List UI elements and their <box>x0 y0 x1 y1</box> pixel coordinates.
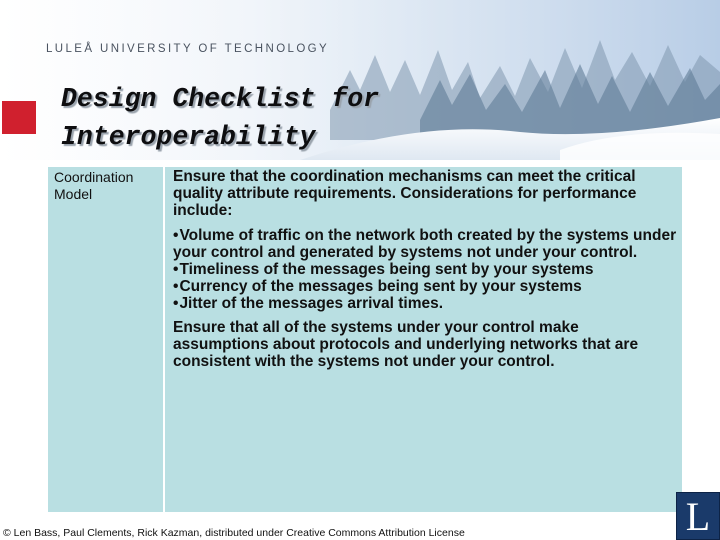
university-logo <box>676 492 720 540</box>
considerations-list <box>173 227 678 313</box>
list-item: • Timeliness of the messages being sent by your systems <box>173 261 678 278</box>
label-cell <box>48 167 165 512</box>
list-item: • Currency of the messages being sent by your systems <box>173 278 678 295</box>
row-label <box>54 169 133 203</box>
row-label-line-2: Model <box>54 186 93 202</box>
copyright-footer: © Len Bass, Paul Clements, Rick Kazman, distributed under Creative Commons Attribution License <box>3 527 465 539</box>
row-label-line-1: Coordination <box>54 169 134 185</box>
description-cell <box>173 168 678 370</box>
university-name: LULEÅ UNIVERSITY OF TECHNOLOGY <box>46 43 330 55</box>
red-accent-square <box>2 101 36 134</box>
checklist-table <box>48 167 682 512</box>
closing-paragraph: Ensure that all of the systems under your control make assumptions about protocols and underlying networks that are consistent with the systems not under your control. <box>173 318 639 371</box>
list-item: • Jitter of the messages arrival times. <box>173 295 678 312</box>
list-item: • Volume of traffic on the network both created by the systems under your control and generated by systems not under your control. <box>173 227 678 261</box>
title-line-1: Design Checklist for <box>61 84 380 114</box>
title-line-2: Interoperability <box>61 122 316 152</box>
logo-letter: L <box>685 494 711 539</box>
slide-title <box>61 80 379 156</box>
intro-paragraph: Ensure that the coordination mechanisms can meet the critical quality attribute requirements. Considerations for performance include: <box>173 168 637 220</box>
